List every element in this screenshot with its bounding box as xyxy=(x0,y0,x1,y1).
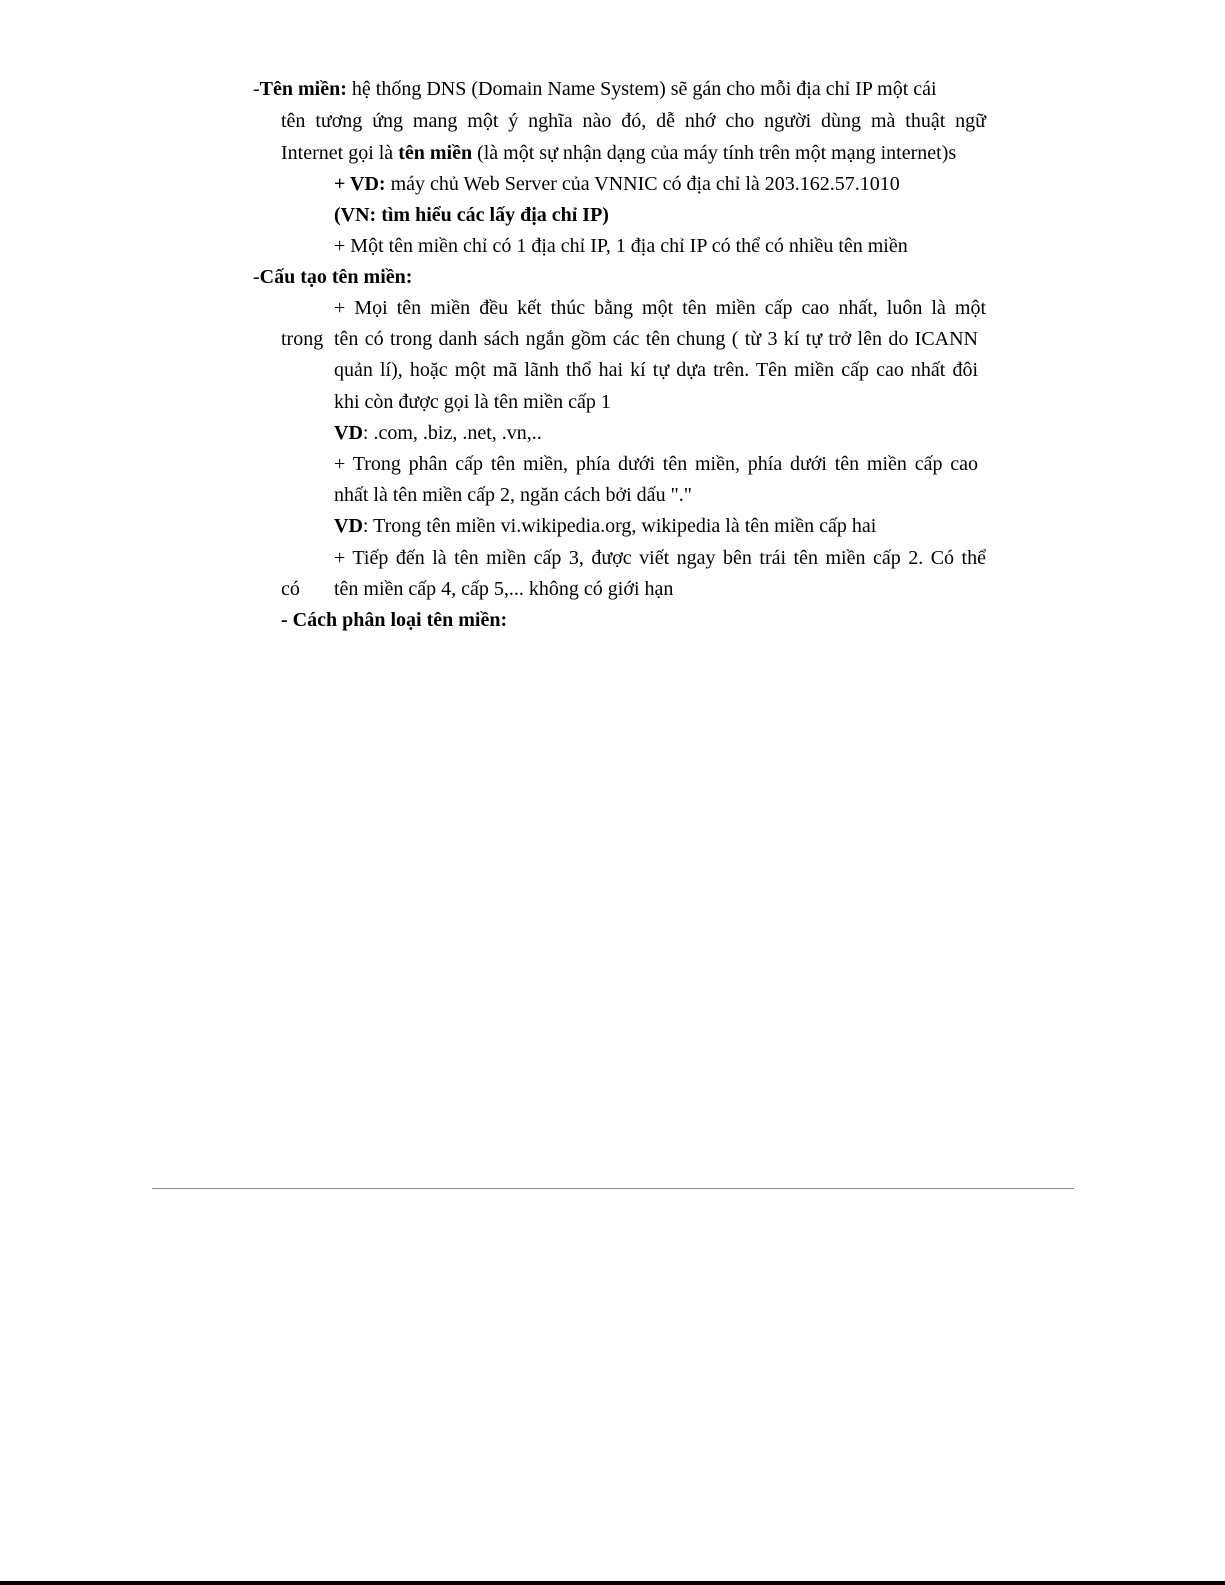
note-line: (VN: tìm hiểu các lấy địa chỉ IP) xyxy=(334,204,609,226)
text-line: tên có trong danh sách ngắn gồm các tên chung ( từ 3 kí tự trở lên do ICANN xyxy=(334,328,978,350)
example-label: VD xyxy=(334,422,363,444)
heading-text: Cấu tạo tên miền: xyxy=(259,266,413,288)
example-label: VD xyxy=(334,515,363,537)
text-line: tên tương ứng mang một ý nghĩa nào đó, dễ nhớ cho người dùng mà thuật ngữ xyxy=(281,110,986,132)
text-line: quản lí), hoặc một mã lãnh thổ hai kí tự dựa trên. Tên miền cấp cao nhất đôi xyxy=(334,359,978,381)
text-line-lead: trong xyxy=(281,328,324,350)
paragraph-domain-name-definition xyxy=(253,77,937,101)
term-ten-mien: Tên miền: xyxy=(259,78,347,100)
section-heading-domain-structure xyxy=(253,265,412,289)
definition-text: hệ thống DNS (Domain Name System) sẽ gán cho mỗi địa chỉ IP một cái xyxy=(346,78,937,100)
example-line xyxy=(334,421,542,445)
example-line xyxy=(334,514,876,538)
example-text: : Trong tên miền vi.wikipedia.org, wikipedia là tên miền cấp hai xyxy=(362,515,877,537)
page-bottom-edge xyxy=(0,1581,1225,1585)
text-line: + Tiếp đến là tên miền cấp 3, được viết ngay bên trái tên miền cấp 2. Có thể xyxy=(334,547,986,569)
text-line: nhất là tên miền cấp 2, ngăn cách bởi dấu "." xyxy=(334,484,692,506)
text-line xyxy=(281,141,956,165)
dash-prefix: - xyxy=(253,266,260,288)
example-text: : .com, .biz, .net, .vn,.. xyxy=(362,422,542,444)
example-line xyxy=(334,172,900,196)
text-line: + Mọi tên miền đều kết thúc bằng một tên miền cấp cao nhất, luôn là một xyxy=(334,297,986,319)
text-line: + Trong phân cấp tên miền, phía dưới tên miền, phía dưới tên miền cấp cao xyxy=(334,453,978,475)
term-ten-mien-bold: tên miền xyxy=(398,142,473,164)
text-span: Internet gọi là xyxy=(281,142,399,164)
example-text: máy chủ Web Server của VNNIC có địa chỉ là 203.162.57.1010 xyxy=(385,173,900,195)
text-span: (là một sự nhận dạng của máy tính trên một mạng internet)s xyxy=(472,142,957,164)
text-line: + Một tên miền chỉ có 1 địa chỉ IP, 1 địa chỉ IP có thể có nhiều tên miền xyxy=(334,235,908,257)
dash-prefix: - xyxy=(253,78,260,100)
text-line-lead: có xyxy=(281,578,300,600)
text-line: tên miền cấp 4, cấp 5,... không có giới hạn xyxy=(334,578,674,600)
example-label: + VD: xyxy=(334,173,386,195)
text-line: khi còn được gọi là tên miền cấp 1 xyxy=(334,391,611,413)
footer-divider xyxy=(152,1188,1074,1189)
section-heading-domain-classification: - Cách phân loại tên miền: xyxy=(281,609,508,631)
